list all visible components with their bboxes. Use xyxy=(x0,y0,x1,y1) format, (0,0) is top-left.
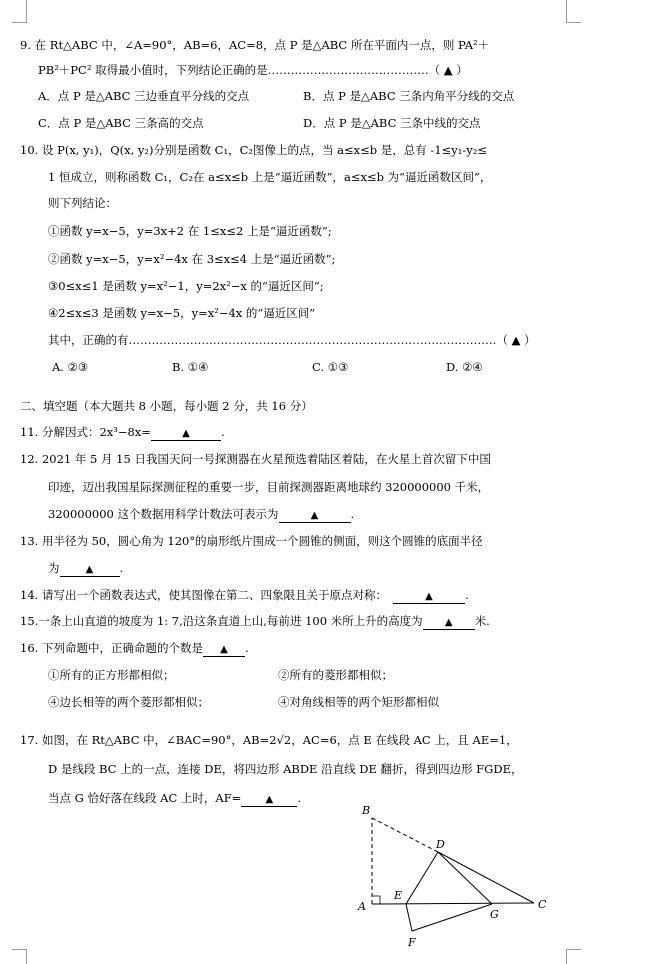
q9-option-c: C．点 P 是△ABC 三条高的交点 xyxy=(38,116,204,130)
q14-period: . xyxy=(464,588,469,602)
q10-statement-2: ②函数 y=x−5，y=x²−4x 在 3≤x≤4 上是“逼近函数”; xyxy=(48,252,336,266)
crop-mark-bottom-right xyxy=(566,949,581,964)
q15-answer-blank: ▲ xyxy=(423,617,475,630)
q17-period: . xyxy=(297,791,301,805)
crop-mark-bottom-left xyxy=(12,949,27,964)
segment-fg xyxy=(412,904,492,931)
q14-text: 14. 请写出一个函数表达式，使其图像在第二、四象限且关于原点对称： xyxy=(20,588,387,602)
q12-line-2: 印迹，迈出我国星际探测征程的重要一步，目前探测器距离地球约 320000000 千米， xyxy=(48,480,490,494)
q16-statement-1: ①所有的正方形都相似； xyxy=(48,668,175,682)
right-angle-mark xyxy=(372,896,380,904)
q17-line-1: 17. 如图，在 Rt△ABC 中，∠BAC=90°，AB=2√2，AC=6，点 E 在线段 AC 上，且 AE=1， xyxy=(20,733,518,747)
q10-option-b: B. ①④ xyxy=(172,360,209,374)
label-b: B xyxy=(362,804,371,817)
label-c: C xyxy=(538,898,547,911)
q16-statement-2: ②所有的菱形都相似； xyxy=(278,668,393,682)
q16-text: 16. 下列命题中，正确命题的个数是 xyxy=(20,641,203,655)
q10-statement-4: ④2≤x≤3 是函数 y=x−5，y=x²−4x 的“逼近区间” xyxy=(48,306,316,320)
q16-answer-blank: ▲ xyxy=(203,644,245,657)
q9-line-2: PB²＋PC² 取得最小值时，下列结论正确的是……………………………………（ ▲ ） xyxy=(38,63,468,77)
q13-period: . xyxy=(119,561,124,575)
q9-option-d: D．点 P 是△ABC 三条中线的交点 xyxy=(303,116,481,130)
q17-answer-blank: ▲ xyxy=(241,794,297,807)
q17-text: 当点 G 恰好落在线段 AC 上时，AF= xyxy=(48,791,242,805)
q10-line-3: 则下列结论： xyxy=(48,196,117,210)
q15-unit: 米. xyxy=(474,614,490,628)
q17-line-3 xyxy=(48,791,301,807)
q10-line-1: 10. 设 P(x, y₁)，Q(x, y₂)分别是函数 C₁，C₂图像上的点，当 a≤x≤b 是，总有 -1≤y₁-y₂≤ xyxy=(20,143,488,157)
crop-mark-top-right xyxy=(566,0,581,23)
q10-line-4: 其中，正确的有……………………………………………………………………………………（ ▲ ） xyxy=(48,333,536,347)
label-f: F xyxy=(408,936,416,949)
q9-option-b: B．点 P 是△ABC 三条内角平分线的交点 xyxy=(303,89,515,103)
q10-option-a: A. ②③ xyxy=(52,360,89,374)
q12-line-3 xyxy=(48,507,354,523)
segment-ef xyxy=(406,904,412,931)
segment-de xyxy=(406,852,438,904)
q16-statement-3: ④边长相等的两个菱形都相似； xyxy=(48,695,209,709)
q11-period: . xyxy=(220,425,225,439)
segment-dc xyxy=(438,852,534,903)
segment-bd xyxy=(372,818,438,852)
q10-statement-1: ①函数 y=x−5，y=3x+2 在 1≤x≤2 上是“逼近函数”; xyxy=(48,224,332,238)
q13-line-1: 13. 用半径为 50，圆心角为 120°的扇形纸片围成一个圆锥的侧面，则这个圆锥的底面半径 xyxy=(20,534,483,548)
section-2-heading: 二、填空题（本大题共 8 小题，每小题 2 分，共 16 分） xyxy=(20,399,313,413)
q15 xyxy=(20,614,490,630)
geometry-figure xyxy=(350,800,560,960)
q14-answer-blank: ▲ xyxy=(393,591,465,604)
segment-ac xyxy=(372,903,534,904)
q11-text: 11. 分解因式：2x³−8x= xyxy=(20,425,151,439)
q14 xyxy=(20,588,469,604)
segment-dg xyxy=(438,852,492,904)
q13-answer-blank: ▲ xyxy=(60,564,120,577)
q13-text: 为 xyxy=(48,561,60,575)
label-g: G xyxy=(490,908,499,921)
q16-period: . xyxy=(244,641,249,655)
q10-option-c: C. ①③ xyxy=(312,360,349,374)
q12-period: . xyxy=(350,507,355,521)
q12-line-1: 12. 2021 年 5 月 15 日我国天问一号探测器在火星预选着陆区着陆，在火星上首次留下中国 xyxy=(20,452,491,466)
q16 xyxy=(20,641,249,657)
q10-statement-3: ③0≤x≤1 是函数 y=x²−1，y=2x²−x 的“逼近区间”; xyxy=(48,279,324,293)
q15-text: 15.一条上山直道的坡度为 1: 7,沿这条直道上山,每前进 100 米所上升的高度为 xyxy=(20,614,423,628)
q10-line-2: 1 恒成立，则称函数 C₁，C₂在 a≤x≤b 上是“逼近函数”，a≤x≤b 为“逼近函数区间”， xyxy=(48,170,492,184)
q9-option-a: A．点 P 是△ABC 三边垂直平分线的交点 xyxy=(38,89,250,103)
q12-text: 320000000 这个数据用科学计数法可表示为 xyxy=(48,507,279,521)
q12-answer-blank: ▲ xyxy=(279,510,351,523)
q13-line-2 xyxy=(48,561,123,577)
label-e: E xyxy=(394,889,403,902)
label-a: A xyxy=(358,900,366,913)
label-d: D xyxy=(436,838,445,851)
q9-line-1: 9. 在 Rt△ABC 中，∠A=90°，AB=6，AC=8，点 P 是△ABC 所在平面内一点，则 PA²＋ xyxy=(20,38,490,52)
q11-answer-blank: ▲ xyxy=(151,428,221,441)
q10-option-d: D. ②④ xyxy=(446,360,483,374)
q17-line-2: D 是线段 BC 上的一点，连接 DE，将四边形 ABDE 沿直线 DE 翻折，得到四边形 FGDE， xyxy=(48,762,523,776)
crop-mark-top-left xyxy=(12,0,27,23)
q16-statement-4: ④对角线相等的两个矩形都相似 xyxy=(278,695,439,709)
q11 xyxy=(20,425,225,441)
